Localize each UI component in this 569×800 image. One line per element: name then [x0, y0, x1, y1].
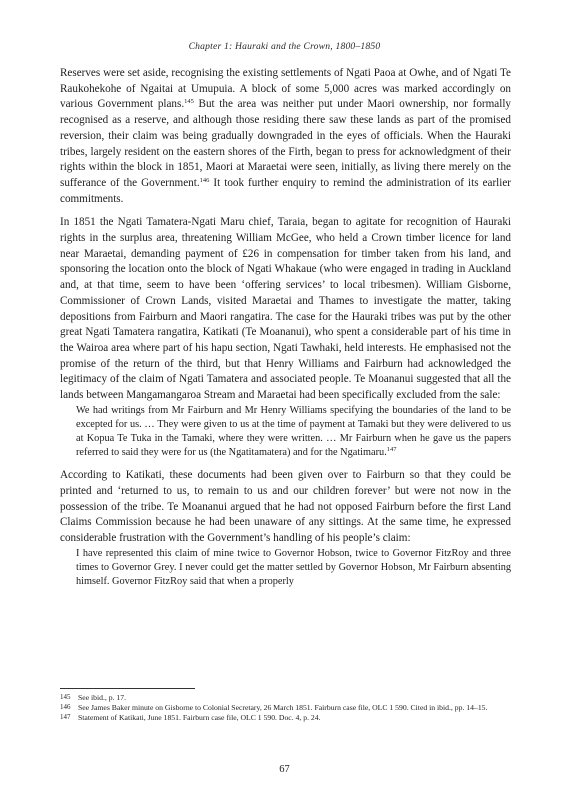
paragraph-1: [60, 66, 511, 207]
footnote-ref-145[interactable]: 145: [184, 98, 194, 106]
paragraph-1-text-c: It took further enquiry to remind the administration of its earlier commitments.: [60, 176, 512, 205]
page-number: 67: [279, 764, 290, 775]
footnote-number: 146: [60, 702, 71, 711]
footnote-number: 145: [60, 693, 71, 701]
paragraph-1-text-b: But the area was neither put under Maori ownership, nor formally recognised as a reserve, and although those residing there saw these lands as part of the promised reversion, their claim was being gradually downgraded in the eyes of officials. When the Hauraki tribes, largely resident on the eastern shores of the Firth, began to press for acknowledgment of their rights within the block in 1851, Maori at Maraetai were seen, initially, as living there merely on the sufferance of the Government.: [60, 98, 511, 189]
main-text: [60, 66, 511, 589]
footnote-text: See James Baker minute on Gisborne to Colonial Secretary, 26 March 1851. Fairburn case file, OLC 1 590. Cited in ibid., pp. 14–15.: [78, 702, 488, 712]
footnote-text: See ibid., p. 17.: [78, 693, 127, 702]
footnote-item: [60, 693, 511, 703]
block-quote-1: [60, 404, 511, 460]
footnote-text: Statement of Katikati, June 1851. Fairburn case file, OLC 1 590. Doc. 4, p. 24.: [78, 712, 321, 722]
block-quote-1-text: We had writings from Mr Fairburn and Mr Henry Williams specifying the boundaries of the land to be excepted for us. … They were given to us at the time of payment at Tamaki but they were delivered to us at Kopua Te Tuka in the Tamaki, where they were written. … Mr Fairburn when he gave us the papers referred to said they were for us (the Ngatitamatera) and for the Ngatimaru.: [76, 404, 511, 459]
paragraph-3: According to Katikati, these documents had been given over to Fairburn so that they could be printed and ‘returned to us, to remain to us and our children forever’ but were not now in the possession of the tribe. Te Moananui argued that he had not opposed Fairburn before the first Land Claims Commission because he had been unaware of any sittings. At the same time, he expressed considerable frustration with the Government’s handling of his people’s claim:: [60, 469, 511, 544]
footnote-item: [60, 703, 511, 713]
footnote-divider: [60, 688, 195, 689]
footnote-ref-147[interactable]: 147: [386, 446, 397, 454]
footnote-item: [60, 713, 511, 723]
paragraph-1-text-a: Reserves were set aside, recognising the existing settlements of Ngati Paoa at Owhe, and of Ngati Te Raukohekohe of Ngaitai at Umupuia. A block of some 5,000 acres was marked accordingly on various Government plans.: [60, 67, 511, 111]
footnote-ref-146[interactable]: 146: [199, 176, 210, 184]
footnote-number: 147: [60, 712, 71, 721]
running-head: Chapter 1: Hauraki and the Crown, 1800–1850: [188, 41, 381, 52]
footnotes: [60, 693, 511, 723]
paragraph-2: In 1851 the Ngati Tamatera-Ngati Maru chief, Taraia, began to agitate for recognition of Hauraki rights in the surplus area, threatening William McGee, who held a Crown timber licence for land near Maraetai, demanding payment of £26 in compensation for timber taken from his land, and sponsoring the location onto the block of Ngati Whakaue (who were engaged in trading in Auckland and, at that time, seem to have been ‘offering services’ to local tribesmen). William Gisborne, Commissioner of Crown Lands, visited Maraetai and Thames to investigate the matter, taking depositions from Fairburn and Maori rangatira. The case for the Hauraki tribes was put by the other great Ngati Tamatera rangatira, Katikati (Te Moananui), who spent a considerable part of his time in the Wairoa area where part of his hapu section, Ngati Tawhaki, held interests. He emphasised not the promise of the return of the third, but that Henry Williams and Fairburn had acknowledged the legitimacy of the claim of Ngati Tamatera and associated people. Te Moananui suggested that all the lands between Mangamangaroa Stream and Maraetai had been specifically excluded from the sale:: [60, 216, 511, 402]
block-quote-2: I have represented this claim of mine twice to Governor Hobson, twice to Governor FitzRoy and three times to Governor Grey. I never could get the matter settled by Governor Hobson, Mr Fairburn absenting himself. Governor FitzRoy said that when a properly: [76, 547, 511, 587]
